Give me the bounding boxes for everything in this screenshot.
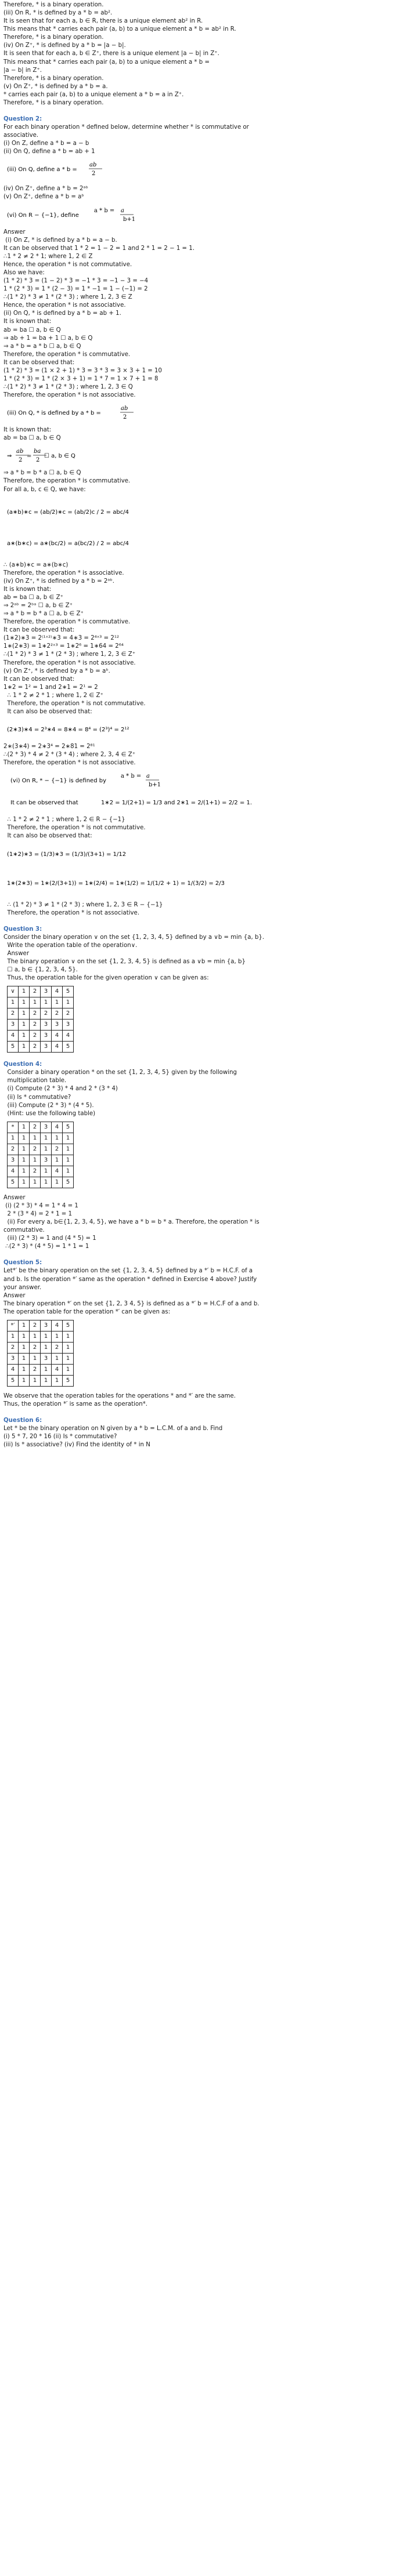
table-row	[8, 1144, 74, 1155]
table-cell: 1	[19, 1342, 30, 1353]
text-line: (ii) Is * commutative?	[3, 1094, 71, 1101]
table-cell: 1	[63, 1166, 74, 1177]
math-text: (iii) On Q, define a * b =	[7, 166, 77, 173]
table-cell: 2	[30, 1364, 41, 1375]
table-cell: 5	[63, 1177, 74, 1188]
table-cell: 1	[63, 1353, 74, 1364]
text-line: associative.	[3, 132, 39, 139]
text-line: (ii) On Q, * is defined by a * b = ab + 1.	[3, 310, 121, 317]
text-line: (iii) On R, * is defined by a * b = ab².	[3, 10, 113, 17]
text-line: (1∗2)∗3 = 2⁽¹ˣ²⁾∗3 = 4∗3 = 2⁴ˣ³ = 2¹²	[3, 635, 120, 642]
text-line: For all a, b, c ∈ Q, we have:	[3, 486, 86, 493]
table-cell: 1	[41, 997, 52, 1008]
text-line: (i) 5 * 7, 20 * 16 (ii) Is * commutative?	[3, 1434, 117, 1441]
text-line: Therefore, the operation * is commutative.	[3, 619, 131, 626]
question-heading: Question 3:	[3, 926, 42, 933]
fraction-denominator: 2	[19, 457, 23, 464]
table-cell: 2	[30, 1166, 41, 1177]
text-line: 1 * (2 * 3) = 1 * (2 − 3) = 1 * −1 = 1 − (−1) = 2	[3, 286, 148, 293]
text-line: 2 * (3 * 4) = 2 * 1 = 1	[3, 1210, 73, 1217]
text-line: |a − b| in Z⁺.	[3, 67, 42, 74]
table-cell: 2	[52, 1144, 63, 1155]
table-cell: 1	[52, 1133, 63, 1144]
text-line: Therefore, * is a binary operation.	[3, 75, 104, 82]
table-cell: 5	[63, 986, 74, 997]
table-cell: 1	[19, 1331, 30, 1342]
table-cell: 1	[52, 1375, 63, 1386]
text-line: It is seen that for each a, b ∈ R, there is a unique element ab² in R.	[3, 18, 203, 25]
text-line: ☐ a, b ∈ {1, 2, 3, 4, 5}.	[3, 967, 78, 974]
text-line: ∴(1 * 2) * 3 ≠ 1 * (2 * 3) ; where 1, 2, 3 ∈ Q	[3, 384, 133, 391]
table-cell: 1	[19, 1019, 30, 1031]
math-text: (iii) On Q, * is defined by a * b =	[7, 410, 101, 417]
table-row	[8, 1331, 74, 1342]
fraction-numerator: ab	[16, 448, 24, 455]
math-expression	[7, 530, 408, 557]
text-line: (v) On Z⁺, define a * b = aᵇ	[3, 194, 84, 201]
table-cell: 2	[30, 986, 41, 997]
math-expression	[7, 870, 408, 897]
text-line: ∴(1 * 2) * 3 ≠ 1 * (2 * 3) ; where 1, 2, 3 ∈ Z	[3, 294, 132, 301]
table-cell: 4	[52, 1320, 63, 1331]
table-cell: 5	[63, 1375, 74, 1386]
table-cell: 1	[19, 1031, 30, 1042]
fraction-denominator: b+1	[149, 782, 161, 789]
table-row	[8, 1042, 74, 1053]
text-line: It can be observed that:	[3, 359, 75, 366]
operation-table	[7, 1122, 74, 1188]
math-text: ☐ a, b ∈ Q	[44, 453, 75, 460]
text-line: commutative.	[3, 1227, 45, 1234]
table-cell: 4	[8, 1364, 19, 1375]
text-line: Answer	[3, 228, 26, 235]
math-expression	[7, 404, 408, 422]
table-cell: 1	[41, 1342, 52, 1353]
text-line: Write the operation table of the operation∨.	[3, 942, 138, 949]
table-cell: 1	[41, 1364, 52, 1375]
table-cell: 4	[52, 1166, 63, 1177]
table-cell: 2	[52, 1342, 63, 1353]
table-row	[8, 986, 74, 997]
table-cell: 1	[63, 1342, 74, 1353]
table-cell: 4	[8, 1166, 19, 1177]
table-cell: 1	[19, 1144, 30, 1155]
table-cell: *′	[8, 1320, 19, 1331]
text-line: Let * be the binary operation on N given by a * b = L.C.M. of a and b. Find	[3, 1425, 223, 1432]
text-line: (Hint: use the following table)	[3, 1110, 96, 1117]
table-cell: 1	[19, 1008, 30, 1019]
text-line: Consider the binary operation ∨ on the set {1, 2, 3, 4, 5} defined by a ∨b = min {a, b}.	[3, 934, 265, 941]
table-cell: 2	[30, 1144, 41, 1155]
text-line: Answer	[3, 1292, 26, 1299]
fraction-numerator: ab	[89, 162, 97, 169]
table-cell: 1	[63, 997, 74, 1008]
table-cell: 1	[19, 1375, 30, 1386]
text-line: (ii) On Q, define a * b = ab + 1	[3, 148, 95, 155]
text-line: ⇒ a * b = a * b ☐ a, b ∈ Q	[3, 343, 81, 350]
table-cell: 1	[52, 1331, 63, 1342]
text-line: It is known that:	[3, 427, 52, 434]
table-row	[8, 1320, 74, 1331]
text-line: ⇒ a * b = b * a ☐ a, b ∈ Z⁺	[3, 611, 84, 618]
math-expression	[7, 161, 408, 180]
text-line: The binary operation ∨ on the set {1, 2, 3, 4, 5} is defined as a ∨b = min {a, b}	[3, 959, 246, 966]
text-line: ∴1 * 2 ≠ 2 * 1; where 1, 2 ∈ Z	[3, 253, 93, 260]
table-cell: 1	[63, 1331, 74, 1342]
text-line: (iii) Is * associative? (iv) Find the identity of * in N	[3, 1442, 150, 1449]
text-line: 2∗(3∗4) = 2∗3⁴ = 2∗81 = 2⁸¹	[3, 743, 95, 750]
table-cell: 3	[41, 1031, 52, 1042]
text-line: (1 * 2) * 3 = (1 × 2 + 1) * 3 = 3 * 3 = 3 × 3 + 1 = 10	[3, 367, 163, 374]
math-text: It can be observed that	[10, 800, 78, 807]
math-text: (1∗2)∗3 = (1/3)∗3 = (1/3)/(3+1) = 1/12	[7, 851, 127, 858]
text-line: (i) On Z, * is defined by a * b = a − b.	[3, 237, 117, 244]
table-row	[8, 997, 74, 1008]
question-heading: Question 4:	[3, 1061, 42, 1068]
table-cell: *	[8, 1122, 19, 1133]
math-text: 1∗2 = 1/(2+1) = 1/3 and 2∗1 = 2/(1+1) = 2/2 = 1.	[101, 800, 253, 807]
table-cell: 1	[63, 1155, 74, 1166]
text-line: ⇒ ab + 1 = ba + 1 ☐ a, b ∈ Q	[3, 335, 93, 342]
table-cell: 2	[41, 1008, 52, 1019]
text-line: Therefore, the operation * is commutative.	[3, 478, 131, 485]
question-heading: Question 6:	[3, 1417, 42, 1424]
text-line: (iii) (2 * 3) = 1 and (4 * 5) = 1	[3, 1235, 96, 1242]
text-line: This means that * carries each pair (a, b) to a unique element a * b = ab² in R.	[3, 26, 236, 33]
text-line: The operation table for the operation *′ can be given as:	[3, 1308, 171, 1315]
text-line: Therefore, the operation * is not associative.	[3, 659, 136, 666]
table-cell: 1	[63, 1364, 74, 1375]
math-text: a * b =	[94, 207, 115, 214]
text-line: It can be observed that:	[3, 627, 75, 634]
table-row	[8, 1375, 74, 1386]
table-cell: 1	[8, 1331, 19, 1342]
text-line: It can also be observed that:	[3, 709, 92, 715]
math-text: a * b =	[121, 773, 142, 780]
text-line: (i) On Z, define a * b = a − b	[3, 140, 89, 147]
math-text: (2∗3)∗4 = 2³∗4 = 8∗4 = 8⁴ = (2³)⁴ = 2¹²	[7, 727, 129, 734]
table-cell: 4	[63, 1031, 74, 1042]
table-cell: 4	[52, 986, 63, 997]
text-line: Thus, the operation *′ is same as the operation*.	[3, 1401, 148, 1407]
table-cell: 3	[8, 1155, 19, 1166]
fraction-denominator: 2	[92, 170, 96, 177]
text-line: For each binary operation * defined below, determine whether * is commutative or	[3, 124, 249, 131]
table-row	[8, 1155, 74, 1166]
text-line: (i) Compute (2 * 3) * 4 and 2 * (3 * 4)	[3, 1086, 118, 1093]
text-line: (1 * 2) * 3 = (1 − 2) * 3 = −1 * 3 = −1 − 3 = −4	[3, 278, 149, 285]
math-expression	[7, 447, 408, 465]
text-line: ab = ba ☐ a, b ∈ Q	[3, 435, 61, 442]
table-cell: 3	[8, 1019, 19, 1031]
text-line: Answer	[3, 950, 30, 957]
math-text: =	[27, 453, 32, 460]
table-cell: 3	[41, 1155, 52, 1166]
text-line: 1∗2 = 1² = 1 and 2∗1 = 2¹ = 2	[3, 684, 98, 691]
table-row	[8, 1008, 74, 1019]
table-row	[8, 1342, 74, 1353]
table-cell: 3	[41, 1353, 52, 1364]
text-line: Also we have:	[3, 269, 45, 276]
fraction-numerator: ab	[121, 405, 128, 412]
table-row	[8, 1133, 74, 1144]
table-cell: 1	[52, 1155, 63, 1166]
table-row	[8, 1122, 74, 1133]
table-row	[8, 1353, 74, 1364]
math-expression	[7, 499, 408, 525]
text-line: ∴ 1 * 2 ≠ 2 * 1 ; where 1, 2 ∈ R − {−1}	[3, 817, 125, 823]
table-cell: 1	[19, 1166, 30, 1177]
table-cell: 1	[19, 1320, 30, 1331]
text-line: (iv) On Z⁺, define a * b = 2ᵃᵇ	[3, 186, 88, 193]
fraction-numerator: a	[121, 207, 124, 214]
math-expression	[7, 772, 408, 789]
table-cell: 2	[30, 1320, 41, 1331]
text-line: Consider a binary operation * on the set {1, 2, 3, 4, 5} given by the following	[3, 1069, 237, 1076]
table-cell: 1	[19, 986, 30, 997]
table-cell: 3	[41, 1042, 52, 1053]
math-text: (a∗b)∗c = (ab/2)∗c = (ab/2)c / 2 = abc/4	[7, 509, 129, 516]
text-line: (iv) On Z⁺, * is defined by a * b = 2ᵃᵇ.	[3, 578, 114, 585]
text-line: Therefore, the operation * is not commutative.	[3, 700, 146, 707]
table-cell: 3	[63, 1019, 74, 1031]
table-cell: 2	[8, 1008, 19, 1019]
table-cell: 4	[52, 1042, 63, 1053]
fraction-numerator: ba	[34, 448, 41, 455]
text-line: (ii) For every a, b∈{1, 2, 3, 4, 5}, we have a * b = b * a. Therefore, the operation * is	[3, 1219, 259, 1226]
text-line: ∴(1 * 2) * 3 ≠ 1 * (2 * 3) ; where 1, 2, 3 ∈ Z⁺	[3, 651, 136, 658]
table-cell: 1	[19, 997, 30, 1008]
text-line: Therefore, * is a binary operation.	[3, 34, 104, 41]
text-line: * carries each pair (a, b) to a unique element a * b = a in Z⁺.	[3, 91, 184, 98]
table-cell: 1	[52, 1177, 63, 1188]
table-cell: 1	[30, 1177, 41, 1188]
text-line: ⇒ 2ᵃᵇ = 2ᵇᵃ ☐ a, b ∈ Z⁺	[3, 602, 73, 609]
table-cell: 1	[41, 1177, 52, 1188]
table-cell: 4	[52, 1364, 63, 1375]
text-line: ab = ba ☐ a, b ∈ Z⁺	[3, 594, 63, 601]
text-line: and b. Is the operation *′ same as the operation * defined in Exercise 4 above? Justify	[3, 1276, 257, 1283]
table-cell: 3	[52, 1019, 63, 1031]
text-line: Therefore, the operation * is not commutative.	[3, 825, 146, 832]
table-cell: 2	[30, 1042, 41, 1053]
table-cell: 1	[19, 1122, 30, 1133]
table-cell: 1	[30, 1155, 41, 1166]
text-line: Therefore, the operation * is not associative.	[3, 760, 136, 767]
operation-table	[7, 986, 74, 1053]
table-cell: 1	[30, 1331, 41, 1342]
text-line: (v) On Z⁺, * is defined by a * b = aᵇ.	[3, 667, 110, 674]
table-cell: 1	[19, 1177, 30, 1188]
text-line: ∴ (a∗b)∗c = a∗(b∗c)	[3, 561, 68, 568]
table-cell: 1	[63, 1144, 74, 1155]
fraction-numerator: a	[146, 773, 150, 780]
table-cell: 3	[41, 986, 52, 997]
math-expression	[7, 794, 408, 811]
math-expression	[7, 846, 408, 865]
table-cell: 2	[63, 1008, 74, 1019]
text-line: (i) (2 * 3) * 4 = 1 * 4 = 1	[3, 1202, 78, 1209]
question-heading: Question 5:	[3, 1260, 42, 1267]
text-line: your answer.	[3, 1284, 42, 1291]
text-line: ∴ (1 * 2) * 3 ≠ 1 * (2 * 3) ; where 1, 2, 3 ∈ R − {−1}	[3, 901, 163, 908]
text-line: It can also be observed that:	[3, 833, 92, 840]
table-cell: 3	[41, 1320, 52, 1331]
table-cell: 2	[30, 1031, 41, 1042]
table-row	[8, 1364, 74, 1375]
table-cell: 1	[41, 1133, 52, 1144]
operation-table	[7, 1320, 74, 1387]
text-line: It can be observed that 1 * 2 = 1 − 2 = 1 and 2 * 1 = 2 − 1 = 1.	[3, 245, 195, 252]
table-cell: 2	[8, 1144, 19, 1155]
fraction-denominator: 2	[123, 414, 127, 421]
table-cell: 5	[63, 1320, 74, 1331]
text-line: Let*′ be the binary operation on the set {1, 2, 3, 4, 5} defined by a *′ b = H.C.F. of a	[3, 1268, 253, 1275]
table-cell: 1	[30, 997, 41, 1008]
table-cell: 1	[19, 1155, 30, 1166]
table-cell: 4	[52, 1031, 63, 1042]
table-cell: 1	[41, 1331, 52, 1342]
text-line: We observe that the operation tables for the operations * and *′ are the same.	[3, 1392, 236, 1399]
table-cell: 2	[8, 1342, 19, 1353]
table-cell: 2	[52, 1008, 63, 1019]
table-cell: 1	[19, 1133, 30, 1144]
text-line: Thus, the operation table for the given operation ∨ can be given as:	[3, 975, 209, 982]
math-text: (vi) On R, * − {−1} is defined by	[10, 778, 106, 785]
text-line: It is known that:	[3, 586, 52, 593]
table-row	[8, 1019, 74, 1031]
text-line: (v) On Z⁺, * is defined by a * b = a.	[3, 83, 108, 90]
table-cell: ∨	[8, 986, 19, 997]
table-cell: 1	[30, 1353, 41, 1364]
text-line: ab = ba ☐ a, b ∈ Q	[3, 326, 61, 333]
text-line: ∴(2 * 3) * (4 * 5) = 1 * 1 = 1	[3, 1243, 89, 1250]
table-cell: 2	[30, 1122, 41, 1133]
text-line: ∴ 1 * 2 ≠ 2 * 1 ; where 1, 2 ∈ Z⁺	[3, 692, 103, 699]
text-line: Hence, the operation * is not associative.	[3, 302, 126, 309]
text-line: (iv) On Z⁺, * is defined by a * b = |a − b|.	[3, 42, 126, 49]
table-cell: 2	[30, 1008, 41, 1019]
text-line: This means that * carries each pair (a, b) to a unique element a * b =	[3, 59, 210, 66]
table-cell: 1	[52, 997, 63, 1008]
math-text: (vi) On R − {−1}, define	[7, 212, 79, 219]
table-row	[8, 1166, 74, 1177]
text-line: Therefore, the operation * is not associative.	[3, 909, 140, 916]
table-cell: 5	[63, 1122, 74, 1133]
text-line: Answer	[3, 1194, 26, 1201]
text-line: It is seen that for each a, b ∈ Z⁺, there is a unique element |a − b| in Z⁺.	[3, 50, 219, 57]
table-cell: 3	[8, 1353, 19, 1364]
table-row	[8, 1031, 74, 1042]
math-expression	[7, 721, 408, 738]
table-cell: 5	[8, 1375, 19, 1386]
table-cell: 1	[52, 1353, 63, 1364]
table-cell: 2	[30, 1342, 41, 1353]
math-text: a∗(b∗c) = a∗(bc/2) = a(bc/2) / 2 = abc/4	[7, 540, 129, 547]
math-expression	[7, 206, 408, 224]
table-cell: 1	[19, 1353, 30, 1364]
text-line: It is known that:	[3, 318, 52, 325]
table-cell: 2	[30, 1019, 41, 1031]
math-text: 1∗(2∗3) = 1∗(2/(3+1)) = 1∗(2/4) = 1∗(1/2) = 1/(1/2 + 1) = 1/(3/2) = 2/3	[7, 880, 225, 887]
text-line: Hence, the operation * is not commutative.	[3, 261, 132, 268]
table-cell: 1	[30, 1375, 41, 1386]
table-cell: 5	[8, 1177, 19, 1188]
text-line: Therefore, the operation * is associative.	[3, 569, 124, 576]
table-cell: 4	[8, 1031, 19, 1042]
table-cell: 5	[63, 1042, 74, 1053]
text-line: 1 * (2 * 3) = 1 * (2 × 3 + 1) = 1 * 7 = 1 × 7 + 1 = 8	[3, 375, 158, 382]
table-cell: 1	[63, 1133, 74, 1144]
fraction-denominator: b+1	[123, 216, 136, 223]
table-row	[8, 1177, 74, 1188]
table-cell: 4	[52, 1122, 63, 1133]
table-cell: 1	[41, 1144, 52, 1155]
fraction-denominator: 2	[36, 457, 40, 464]
table-cell: 1	[19, 1364, 30, 1375]
table-cell: 1	[41, 1166, 52, 1177]
text-line: ⇒ a * b = b * a ☐ a, b ∈ Q	[3, 470, 81, 477]
text-line: Therefore, the operation * is not associative.	[3, 392, 136, 399]
text-line: Therefore, * is a binary operation.	[3, 2, 104, 8]
math-text: ⇒	[7, 453, 12, 460]
table-cell: 5	[8, 1042, 19, 1053]
table-cell: 1	[19, 1042, 30, 1053]
table-cell: 1	[41, 1375, 52, 1386]
table-cell: 1	[30, 1133, 41, 1144]
text-line: multiplication table.	[3, 1077, 67, 1084]
question-heading: Question 2:	[3, 116, 42, 123]
text-line: (iii) Compute (2 * 3) * (4 * 5).	[3, 1102, 94, 1109]
table-cell: 3	[41, 1019, 52, 1031]
table-cell: 1	[8, 997, 19, 1008]
text-line: ∴(2 * 3) * 4 ≠ 2 * (3 * 4) ; where 2, 3, 4 ∈ Z⁺	[3, 752, 136, 759]
table-cell: 1	[8, 1133, 19, 1144]
text-line: Therefore, * is a binary operation.	[3, 99, 104, 106]
table-cell: 3	[41, 1122, 52, 1133]
text-line: It can be observed that:	[3, 676, 75, 683]
text-line: Therefore, the operation * is commutative.	[3, 351, 131, 358]
text-line: 1∗(2∗3) = 1∗2²ˣ³ = 1∗2⁶ = 1∗64 = 2⁶⁴	[3, 643, 124, 650]
text-line: The binary operation *′ on the set {1, 2, 3 4, 5} is defined as a *′ b = H.C.F of a and b.	[3, 1300, 259, 1307]
